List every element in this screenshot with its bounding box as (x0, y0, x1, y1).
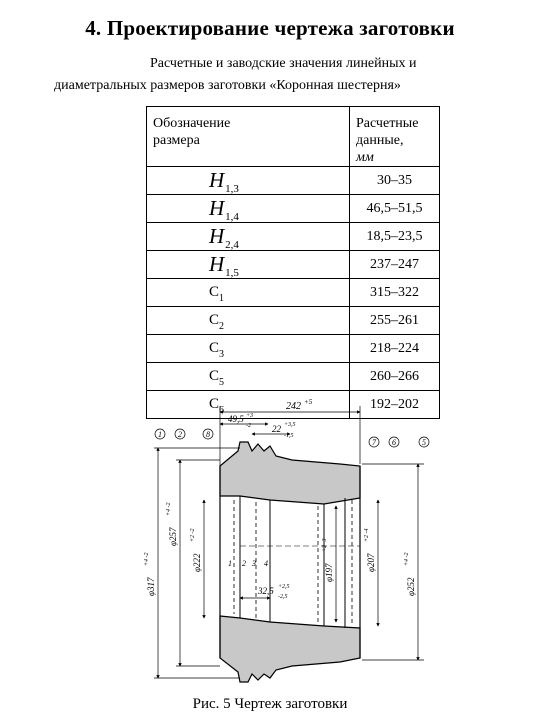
dia-222: φ222 (192, 553, 202, 572)
dia-197: φ197 (324, 563, 334, 582)
dia-222-tol: +2 -2 (190, 528, 196, 542)
table-row (147, 195, 440, 223)
row-value: 30–35 (350, 167, 440, 195)
row-symbol: $H_{1,5}$ (147, 251, 350, 279)
dim-242-tol: +5 (304, 398, 313, 406)
row-value: 315–322 (350, 279, 440, 307)
table-row (147, 223, 440, 251)
row-value: 260–266 (350, 363, 440, 391)
dim-32-tol-dn: -2,5 (278, 594, 288, 600)
row-value: 46,5–51,5 (350, 195, 440, 223)
table-row (147, 279, 440, 307)
dim-32-tol-up: +2,5 (278, 584, 290, 590)
surface-label: 8 (206, 430, 210, 439)
dim-22-tol-dn: -1,5 (284, 433, 294, 439)
inner-label: 3 (252, 559, 256, 568)
dim-32: 32,5 (258, 586, 274, 596)
row-symbol: $C_6$ (147, 391, 350, 419)
row-value: 218–224 (350, 335, 440, 363)
dim-242: 242 (286, 401, 301, 412)
row-symbol: $H_{1,4}$ (147, 195, 350, 223)
dim-22-tol-up: +3,5 (284, 422, 296, 428)
row-symbol: $C_2$ (147, 307, 350, 335)
inner-label: 1 (228, 559, 232, 568)
surface-label: 2 (178, 430, 182, 439)
row-symbol: $H_{1,3}$ (147, 167, 350, 195)
row-value: 255–261 (350, 307, 440, 335)
header-values-unit: мм (356, 150, 374, 165)
row-value: 237–247 (350, 251, 440, 279)
dim-22: 22 (272, 424, 281, 434)
row-value: 192–202 (350, 391, 440, 419)
row-symbol: $C_5$ (147, 363, 350, 391)
dia-317: φ317 (146, 577, 156, 596)
dim-49-tol-up: +3 (246, 413, 254, 419)
header-designation-line2: размера (153, 133, 200, 148)
row-symbol: $C_3$ (147, 335, 350, 363)
dia-317-tol: +4 -2 (144, 552, 150, 566)
dia-197-tol: +2 -3 (322, 538, 328, 552)
dimensions-table (146, 106, 440, 419)
figure-caption: Рис. 5 Чертеж заготовки (192, 696, 348, 712)
dia-252: φ252 (406, 577, 416, 596)
part-section (220, 442, 360, 682)
surface-label: 6 (392, 438, 396, 447)
header-designation (147, 107, 350, 167)
table-row (147, 363, 440, 391)
dim-49: 49,5 (228, 414, 244, 424)
table-row (147, 335, 440, 363)
dim-49-tol-dn: -2 (246, 423, 251, 429)
blank-drawing (140, 396, 440, 691)
dia-257: φ257 (168, 527, 178, 546)
surface-label: 1 (158, 430, 162, 439)
inner-label: 2 (242, 559, 246, 568)
table-row (147, 251, 440, 279)
header-designation-line1: Обозначение (153, 116, 231, 131)
page-title: 4. Проектирование чертежа заготовки (85, 16, 455, 40)
header-values (350, 107, 440, 167)
inner-label: 4 (264, 559, 268, 568)
surface-label: 7 (372, 438, 376, 447)
dia-207: φ207 (366, 553, 376, 572)
table-caption-line-2: диаметральных размеров заготовки «Коронная шестерня» (54, 78, 401, 93)
row-symbol: $C_1$ (147, 279, 350, 307)
row-symbol: $H_{2,4}$ (147, 223, 350, 251)
dia-207-tol: +2 -4 (364, 528, 370, 542)
surface-label: 5 (422, 438, 426, 447)
dia-257-tol: +4 -2 (166, 502, 172, 516)
table-row (147, 307, 440, 335)
row-value: 18,5–23,5 (350, 223, 440, 251)
header-values-line1: Расчетные данные, (356, 116, 419, 148)
table-caption-line-1: Расчетные и заводские значения линейных и (150, 56, 417, 71)
dia-252-tol: +4 -2 (404, 552, 410, 566)
table-row (147, 167, 440, 195)
table-header-row (147, 107, 440, 167)
